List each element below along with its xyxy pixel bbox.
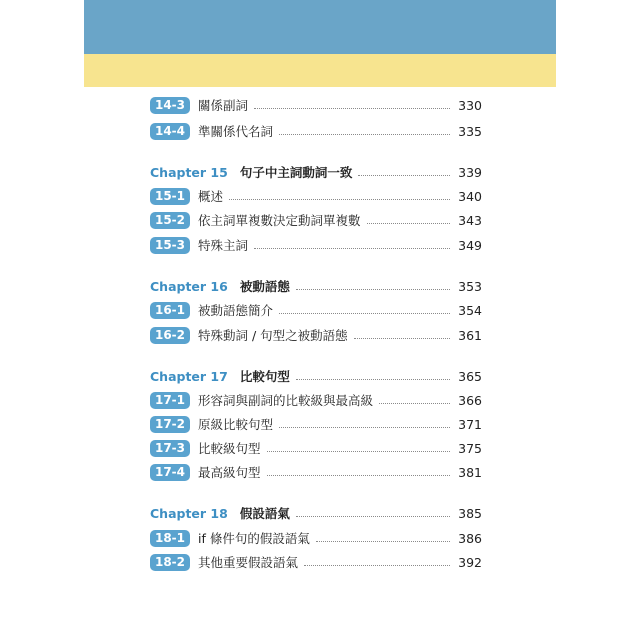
section-number-badge: 15-1 [150,188,190,205]
toc-row-14-4 [150,119,482,143]
chapter-label: Chapter 15 [150,164,228,180]
section-number-badge: 18-2 [150,554,190,571]
page-number: 371 [458,416,482,432]
chapter-label: Chapter 17 [150,368,228,384]
header-band-blue [84,0,556,54]
section-number-badge: 15-2 [150,212,190,229]
chapter-title: 被動語態 [239,279,290,294]
section-number-badge: 17-4 [150,464,190,481]
leader-dots [354,338,450,339]
page-number: 353 [458,278,482,294]
page-number: 365 [458,368,482,384]
toc-row-15-2 [150,208,482,232]
leader-dots [254,248,450,249]
toc-row-chapter-18 [150,501,482,525]
page-number: 335 [458,123,482,139]
toc-row-17-3 [150,436,482,460]
toc-row-17-1 [150,388,482,412]
page-number: 385 [458,505,482,521]
page-number: 375 [458,440,482,456]
toc-row-chapter-17 [150,364,482,388]
leader-dots [367,223,450,224]
leader-dots [296,516,450,517]
leader-dots [304,565,450,566]
page-number: 366 [458,392,482,408]
section-title: 依主詞單複數決定動詞單複數 [198,213,361,228]
toc-row-17-2 [150,412,482,436]
page-number: 386 [458,530,482,546]
leader-dots [279,313,450,314]
chapter-title: 假設語氣 [239,506,290,521]
toc-row-chapter-15 [150,160,482,184]
section-number-badge: 17-3 [150,440,190,457]
page-number: 339 [458,164,482,180]
page-number: 392 [458,554,482,570]
leader-dots [358,175,450,176]
section-title: 關係副詞 [198,98,249,113]
chapter-title: 比較句型 [239,369,290,384]
page-number: 330 [458,97,482,113]
section-number-badge: 18-1 [150,530,190,547]
toc-row-18-2 [150,550,482,574]
leader-dots [267,475,450,476]
book-page [84,0,556,640]
chapter-label: Chapter 18 [150,505,228,521]
section-title: 被動語態簡介 [198,303,274,318]
section-title: 概述 [198,189,224,204]
toc-row-15-1 [150,184,482,208]
chapter-label: Chapter 16 [150,278,228,294]
leader-dots [296,379,450,380]
leader-dots [254,108,450,109]
leader-dots [229,199,450,200]
page-number: 349 [458,237,482,253]
toc-row-16-2 [150,323,482,347]
section-number-badge: 17-2 [150,416,190,433]
leader-dots [379,403,450,404]
page-number: 340 [458,188,482,204]
toc-row-16-1 [150,298,482,322]
section-number-badge: 15-3 [150,237,190,254]
section-title: 其他重要假設語氣 [198,555,299,570]
toc-row-18-1 [150,526,482,550]
leader-dots [279,427,450,428]
section-title: 比較級句型 [198,441,261,456]
section-title: if 條件句的假設語氣 [198,531,310,546]
chapter-title: 句子中主詞動詞一致 [239,165,353,180]
section-title: 形容詞與副詞的比較級與最高級 [198,393,374,408]
leader-dots [296,289,450,290]
section-number-badge: 14-3 [150,97,190,114]
section-number-badge: 16-1 [150,302,190,319]
leader-dots [279,134,450,135]
toc-row-chapter-16 [150,274,482,298]
section-title: 特殊主詞 [198,238,249,253]
toc-row-14-3 [150,93,482,117]
leader-dots [267,451,450,452]
page-number: 381 [458,464,482,480]
toc-row-15-3 [150,233,482,257]
leader-dots [316,541,450,542]
page-number: 343 [458,212,482,228]
section-title: 原級比較句型 [198,417,274,432]
section-title: 特殊動詞 / 句型之被動語態 [198,328,348,343]
toc-row-17-4 [150,460,482,484]
page-number: 354 [458,302,482,318]
section-number-badge: 14-4 [150,123,190,140]
section-title: 準關係代名詞 [198,124,274,139]
section-title: 最高級句型 [198,465,261,480]
section-number-badge: 17-1 [150,392,190,409]
header-band-yellow [84,54,556,87]
page-number: 361 [458,327,482,343]
section-number-badge: 16-2 [150,327,190,344]
